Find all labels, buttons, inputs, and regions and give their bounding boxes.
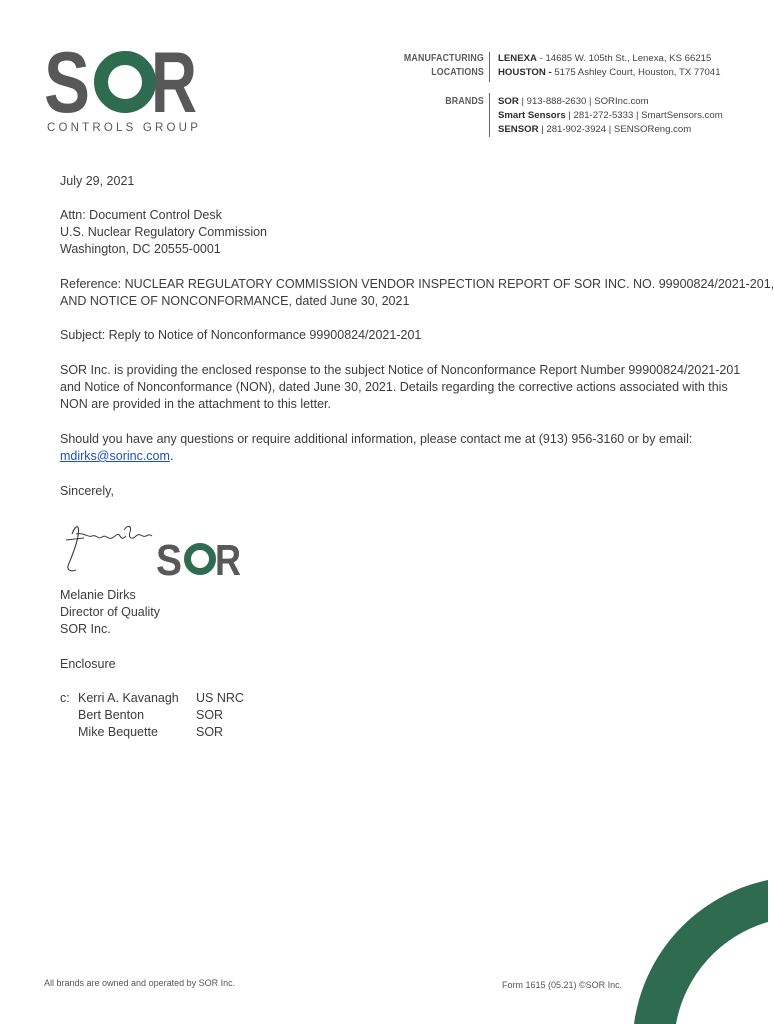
location-lenexa: LENEXA - 14685 W. 105th St., Lenexa, KS 66215	[498, 53, 712, 64]
decorative-arc	[628, 878, 768, 1024]
enclosure-note: Enclosure	[60, 657, 116, 671]
signature-sor-logo-icon	[156, 536, 242, 585]
email-link[interactable]: mdirks@sorinc.com	[60, 449, 170, 463]
cc-name: Mike Bequette	[78, 725, 158, 739]
body-line: NON are provided in the attachment to this letter.	[60, 397, 331, 411]
handwritten-signature	[62, 516, 156, 574]
location-houston: HOUSTON - 5175 Ashley Court, Houston, TX 77041	[498, 67, 721, 78]
body-line: SOR Inc. is providing the enclosed response to the subject Notice of Nonconformance Report Number 99900824/2021-201	[60, 363, 741, 377]
subject-line: Subject: Reply to Notice of Nonconformance 99900824/2021-201	[60, 328, 422, 342]
cc-prefix: c:	[60, 691, 70, 705]
svg-text:S: S	[156, 536, 182, 585]
reference-line: AND NOTICE OF NONCONFORMANCE, dated June 30, 2021	[60, 294, 410, 308]
locations-label: LOCATIONS	[431, 67, 484, 78]
cc-org: SOR	[196, 725, 224, 739]
cc-org: US NRC	[196, 691, 244, 705]
signer-company: SOR Inc.	[60, 622, 111, 636]
closing: Sincerely,	[60, 484, 114, 498]
cc-name: Bert Benton	[78, 708, 145, 722]
header-divider	[489, 93, 490, 137]
address-line: Washington, DC 20555-0001	[60, 242, 221, 256]
logo-subtitle: CONTROLS GROUP	[47, 122, 202, 134]
contact-email-line: mdirks@sorinc.com.	[60, 449, 174, 463]
brand-sensor: SENSOR | 281-902-3924 | SENSOReng.com	[498, 124, 692, 135]
body-line: and Notice of Nonconformance (NON), dated June 30, 2021. Details regarding the corrective actions associated with this	[60, 380, 728, 394]
cc-name: Kerri A. Kavanagh	[78, 691, 179, 705]
brand-sor: SOR | 913-888-2630 | SORInc.com	[498, 96, 649, 107]
signer-name: Melanie Dirks	[60, 588, 136, 602]
header-divider	[489, 52, 490, 82]
reference-line: Reference: NUCLEAR REGULATORY COMMISSION VENDOR INSPECTION REPORT OF SOR INC. NO. 99900824/2021-201,	[60, 277, 774, 291]
svg-text:R: R	[151, 35, 197, 131]
footer-ownership: All brands are owned and operated by SOR Inc.	[44, 978, 236, 988]
address-line: U.S. Nuclear Regulatory Commission	[60, 225, 268, 239]
address-line: Attn: Document Control Desk	[60, 208, 222, 222]
svg-text:S: S	[44, 35, 90, 131]
signer-title: Director of Quality	[60, 605, 161, 619]
cc-org: SOR	[196, 708, 224, 722]
brand-smart-sensors: Smart Sensors | 281-272-5333 | SmartSensors.com	[498, 110, 723, 121]
footer-form-number: Form 1615 (05.21) ©SOR Inc.	[502, 980, 623, 990]
contact-line: Should you have any questions or require additional information, please contact me at (913) 956-3160 or by email:	[60, 432, 693, 446]
brands-label: BRANDS	[445, 96, 484, 107]
manufacturing-label: MANUFACTURING	[403, 53, 484, 64]
letter-date: July 29, 2021	[60, 174, 135, 188]
svg-text:R: R	[215, 536, 241, 585]
